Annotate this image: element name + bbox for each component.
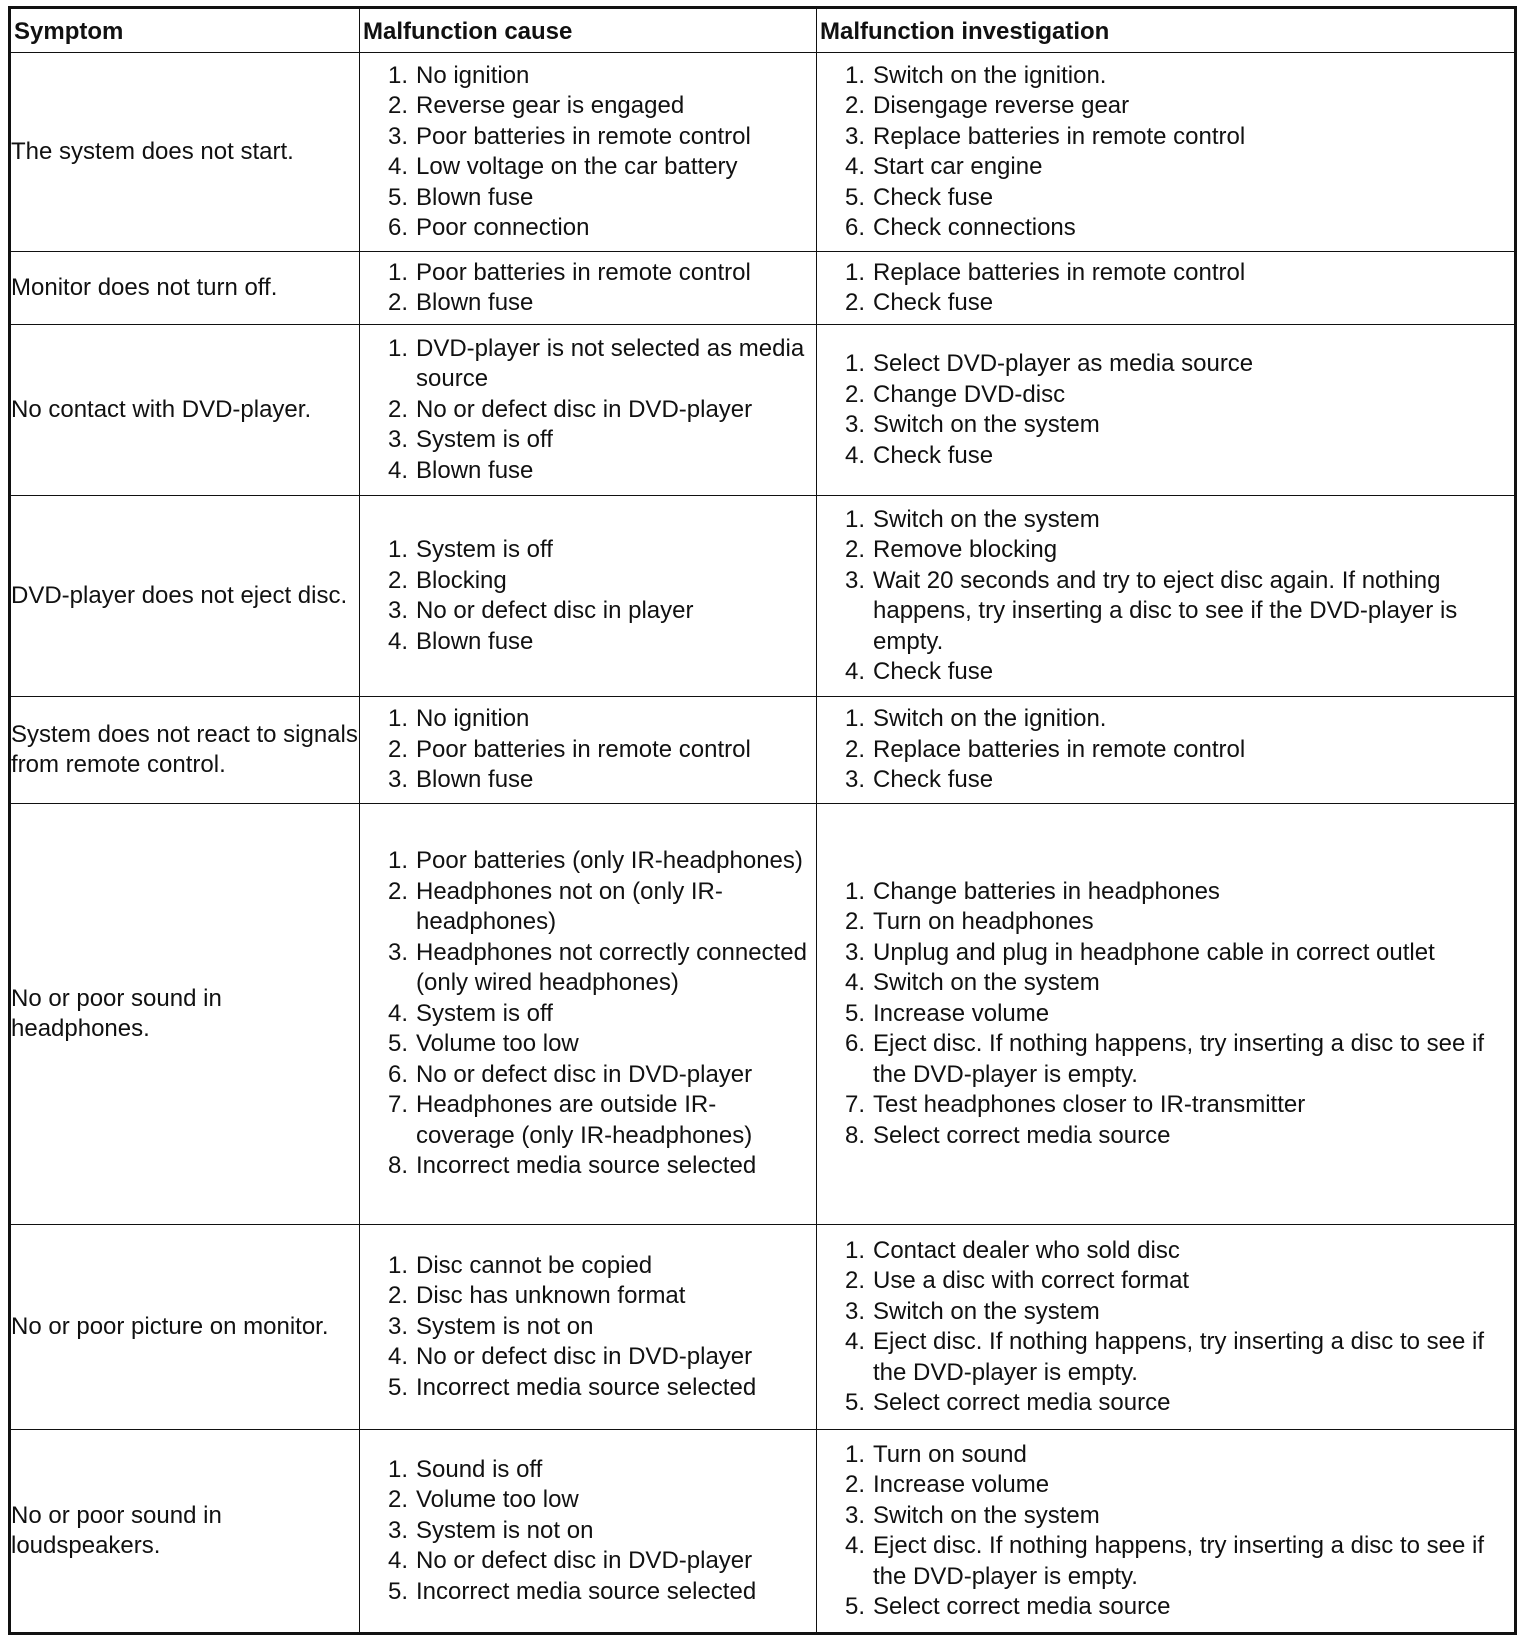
list-item: 5 . Volume too low: [360, 1029, 816, 1060]
investigation-list: [817, 61, 1514, 244]
investigation-list: [817, 349, 1514, 471]
list-item: 5 . Check fuse: [817, 183, 1514, 214]
cause-list: [360, 846, 816, 1182]
list-item: 4 . Low voltage on the car battery: [360, 152, 816, 183]
list-item: 2 . Change DVD-disc: [817, 380, 1514, 411]
symptom-cell: DVD-player does not eject disc.: [10, 496, 360, 697]
header-malfunction-cause: Malfunction cause: [360, 8, 817, 53]
list-item: 1 . Turn on sound: [817, 1440, 1514, 1471]
symptom-cell: No contact with DVD-player.: [10, 325, 360, 496]
list-item: 4 . No or defect disc in DVD-player: [360, 1546, 816, 1577]
investigation-cell: [817, 804, 1516, 1225]
cause-cell: [360, 53, 817, 252]
list-item: 1 . Replace batteries in remote control: [817, 258, 1514, 289]
list-item: 5 . Blown fuse: [360, 183, 816, 214]
header-symptom: Symptom: [10, 8, 360, 53]
list-item: 5 . Select correct media source: [817, 1388, 1514, 1419]
list-item: 3 . System is off: [360, 425, 816, 456]
list-item: 3 . Headphones not correctly connected (only wired headphones): [360, 938, 816, 999]
table-row: [10, 252, 1516, 325]
list-item: 2 . Remove blocking: [817, 535, 1514, 566]
symptom-cell: No or poor sound in headphones.: [10, 804, 360, 1225]
list-item: 4 . Switch on the system: [817, 968, 1514, 999]
table-row: [10, 1430, 1516, 1634]
list-item: 4 . Check fuse: [817, 657, 1514, 688]
list-item: 1 . Change batteries in headphones: [817, 877, 1514, 908]
table-row: [10, 496, 1516, 697]
list-item: 1 . Switch on the ignition.: [817, 61, 1514, 92]
list-item: 4 . Eject disc. If nothing happens, try inserting a disc to see if the DVD-player is empty.: [817, 1327, 1514, 1388]
investigation-list: [817, 1236, 1514, 1419]
list-item: 6 . Eject disc. If nothing happens, try inserting a disc to see if the DVD-player is empty.: [817, 1029, 1514, 1090]
cause-list: [360, 1455, 816, 1608]
cause-cell: [360, 1430, 817, 1634]
list-item: 6 . Poor connection: [360, 213, 816, 244]
list-item: 3 . System is not on: [360, 1312, 816, 1343]
list-item: 2 . Reverse gear is engaged: [360, 91, 816, 122]
investigation-list: [817, 877, 1514, 1152]
list-item: 1 . Contact dealer who sold disc: [817, 1236, 1514, 1267]
list-item: 3 . System is not on: [360, 1516, 816, 1547]
table-row: [10, 53, 1516, 252]
list-item: 6 . No or defect disc in DVD-player: [360, 1060, 816, 1091]
list-item: 4 . Start car engine: [817, 152, 1514, 183]
list-item: 1 . No ignition: [360, 61, 816, 92]
investigation-list: [817, 1440, 1514, 1623]
table-row: [10, 804, 1516, 1225]
symptom-cell: Monitor does not turn off.: [10, 252, 360, 325]
list-item: 3 . Switch on the system: [817, 410, 1514, 441]
investigation-cell: [817, 252, 1516, 325]
list-item: 2 . Poor batteries in remote control: [360, 735, 816, 766]
cause-list: [360, 535, 816, 657]
list-item: 1 . System is off: [360, 535, 816, 566]
list-item: 3 . Unplug and plug in headphone cable in correct outlet: [817, 938, 1514, 969]
list-item: 2 . Disengage reverse gear: [817, 91, 1514, 122]
list-item: 2 . Headphones not on (only IR-headphones): [360, 877, 816, 938]
list-item: 1 . Disc cannot be copied: [360, 1251, 816, 1282]
list-item: 3 . Replace batteries in remote control: [817, 122, 1514, 153]
list-item: 2 . Volume too low: [360, 1485, 816, 1516]
investigation-cell: [817, 53, 1516, 252]
list-item: 3 . Check fuse: [817, 765, 1514, 796]
list-item: 7 . Headphones are outside IR-coverage (only IR-headphones): [360, 1090, 816, 1151]
list-item: 3 . Blown fuse: [360, 765, 816, 796]
list-item: 4 . System is off: [360, 999, 816, 1030]
list-item: 2 . Disc has unknown format: [360, 1281, 816, 1312]
list-item: 4 . Blown fuse: [360, 456, 816, 487]
list-item: 2 . No or defect disc in DVD-player: [360, 395, 816, 426]
list-item: 3 . Switch on the system: [817, 1501, 1514, 1532]
investigation-list: [817, 704, 1514, 796]
list-item: 2 . Blocking: [360, 566, 816, 597]
list-item: 3 . No or defect disc in player: [360, 596, 816, 627]
list-item: 1 . Switch on the system: [817, 505, 1514, 536]
investigation-cell: [817, 1430, 1516, 1634]
list-item: 5 . Incorrect media source selected: [360, 1577, 816, 1608]
cause-cell: [360, 325, 817, 496]
list-item: 5 . Increase volume: [817, 999, 1514, 1030]
cause-list: [360, 61, 816, 244]
list-item: 3 . Wait 20 seconds and try to eject disc again. If nothing happens, try inserting a disc to see if the DVD-player is empty.: [817, 566, 1514, 658]
list-item: 1 . Poor batteries (only IR-headphones): [360, 846, 816, 877]
list-item: 3 . Poor batteries in remote control: [360, 122, 816, 153]
list-item: 7 . Test headphones closer to IR-transmitter: [817, 1090, 1514, 1121]
list-item: 2 . Turn on headphones: [817, 907, 1514, 938]
list-item: 1 . Sound is off: [360, 1455, 816, 1486]
cause-cell: [360, 804, 817, 1225]
investigation-cell: [817, 325, 1516, 496]
table-row: [10, 697, 1516, 804]
symptom-cell: No or poor sound in loudspeakers.: [10, 1430, 360, 1634]
list-item: 4 . Check fuse: [817, 441, 1514, 472]
list-item: 5 . Select correct media source: [817, 1592, 1514, 1623]
cause-cell: [360, 252, 817, 325]
list-item: 2 . Use a disc with correct format: [817, 1266, 1514, 1297]
list-item: 1 . Poor batteries in remote control: [360, 258, 816, 289]
symptom-cell: No or poor picture on monitor.: [10, 1225, 360, 1430]
header-malfunction-investigation: Malfunction investigation: [817, 8, 1516, 53]
list-item: 4 . No or defect disc in DVD-player: [360, 1342, 816, 1373]
list-item: 2 . Replace batteries in remote control: [817, 735, 1514, 766]
list-item: 4 . Eject disc. If nothing happens, try inserting a disc to see if the DVD-player is empty.: [817, 1531, 1514, 1592]
list-item: 1 . Select DVD-player as media source: [817, 349, 1514, 380]
list-item: 1 . No ignition: [360, 704, 816, 735]
list-item: 1 . DVD-player is not selected as media source: [360, 334, 816, 395]
investigation-list: [817, 505, 1514, 688]
investigation-cell: [817, 496, 1516, 697]
investigation-cell: [817, 1225, 1516, 1430]
list-item: 2 . Blown fuse: [360, 288, 816, 319]
cause-list: [360, 704, 816, 796]
symptom-cell: System does not react to signals from remote control.: [10, 697, 360, 804]
list-item: 5 . Incorrect media source selected: [360, 1373, 816, 1404]
header-row: [10, 8, 1516, 53]
list-item: 3 . Switch on the system: [817, 1297, 1514, 1328]
troubleshooting-table: [8, 6, 1517, 1635]
cause-cell: [360, 1225, 817, 1430]
table-row: [10, 1225, 1516, 1430]
cause-list: [360, 258, 816, 319]
cause-list: [360, 334, 816, 487]
investigation-cell: [817, 697, 1516, 804]
table-body: [10, 53, 1516, 1634]
cause-cell: [360, 697, 817, 804]
list-item: 2 . Check fuse: [817, 288, 1514, 319]
list-item: 1 . Switch on the ignition.: [817, 704, 1514, 735]
investigation-list: [817, 258, 1514, 319]
table-row: [10, 325, 1516, 496]
cause-cell: [360, 496, 817, 697]
list-item: 6 . Check connections: [817, 213, 1514, 244]
list-item: 4 . Blown fuse: [360, 627, 816, 658]
symptom-cell: The system does not start.: [10, 53, 360, 252]
list-item: 2 . Increase volume: [817, 1470, 1514, 1501]
list-item: 8 . Select correct media source: [817, 1121, 1514, 1152]
list-item: 8 . Incorrect media source selected: [360, 1151, 816, 1182]
cause-list: [360, 1251, 816, 1404]
